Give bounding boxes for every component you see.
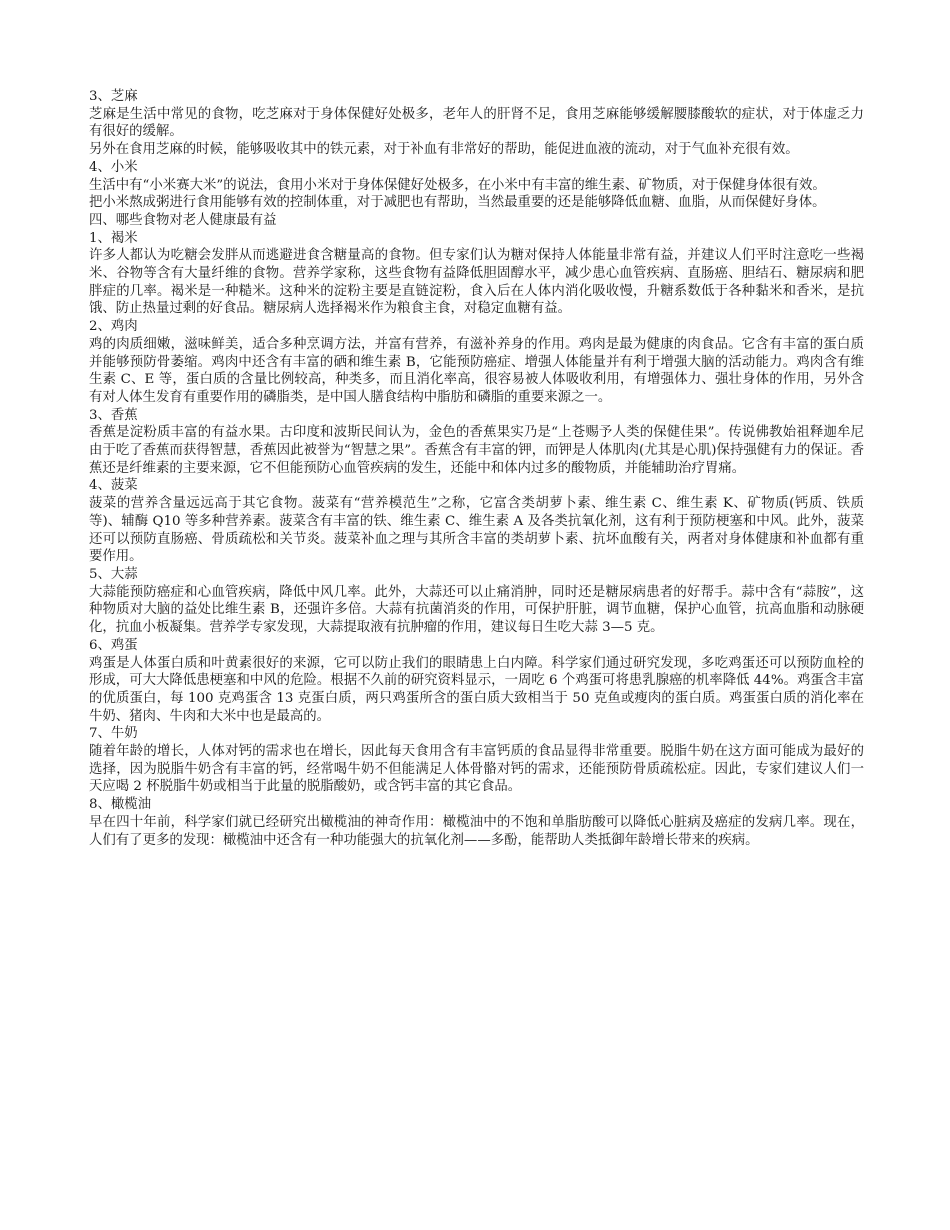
paragraph-millet-1: 生活中有“小米赛大米”的说法，食用小米对于身体保健好处极多，在小米中有丰富的维生素、矿物质，对于保健身体很有效。 [89, 177, 826, 193]
paragraph-sesame-1: 芝麻是生活中常见的食物，吃芝麻对于身体保健好处极多，老年人的肝肾不足，食用芝麻能够缓解腰膝酸软的症状，对于体虚乏力有很好的缓解。 [89, 106, 864, 140]
paragraph-spinach: 菠菜的营养含量远远高于其它食物。菠菜有“营养模范生”之称，它富含类胡萝卜素、维生素 C、维生素 K、矿物质(钙质、铁质等)、辅酶 Q10 等多种营养素。菠菜含有丰富的铁、维生素 C、维生素 A 及各类抗氧化剂，这有利于预防梗塞和中风。此外，菠菜还可以预防直肠癌、骨质疏松和关节炎。菠菜补血之理与其所含丰富的类胡萝卜素、抗坏血酸有关，两者对身体健康和补血都有重要作用。 [89, 496, 864, 565]
paragraph-olive-oil: 早在四十年前，科学家们就已经研究出橄榄油的神奇作用：橄榄油中的不饱和单脂肪酸可以降低心脏病及癌症的发病几率。现在，人们有了更多的发现：橄榄油中还含有一种功能强大的抗氧化剂——多酚，能帮助人类抵御年龄增长带来的疾病。 [89, 814, 864, 848]
section-heading-garlic: 5、大蒜 [89, 566, 138, 582]
paragraph-garlic: 大蒜能预防癌症和心血管疾病，降低中风几率。此外，大蒜还可以止痛消肿，同时还是糖尿病患者的好帮手。蒜中含有“蒜胺”，这种物质对大脑的益处比维生素 B，还强许多倍。大蒜有抗菌消炎的作用，可保护肝脏，调节血糖，保护心血管，抗高血脂和动脉硬化，抗血小板凝集。营养学专家发现，大蒜提取液有抗肿瘤的作用，建议每日生吃大蒜 3—5 克。 [89, 584, 864, 636]
section-heading-millet: 4、小米 [89, 159, 138, 175]
section-heading-milk: 7、牛奶 [89, 726, 138, 742]
section-heading-spinach: 4、菠菜 [89, 478, 138, 494]
section-heading-olive-oil: 8、橄榄油 [89, 797, 152, 813]
paragraph-egg: 鸡蛋是人体蛋白质和叶黄素很好的来源，它可以防止我们的眼睛患上白内障。科学家们通过研究发现，多吃鸡蛋还可以预防血栓的形成，可大大降低患梗塞和中风的危险。根据不久前的研究资料显示，一周吃 6 个鸡蛋可将患乳腺癌的机率降低 44%。鸡蛋含丰富的优质蛋白，每 100 克鸡蛋含 13 克蛋白质，两只鸡蛋所含的蛋白质大致相当于 50 克鱼或瘦肉的蛋白质。鸡蛋蛋白质的消化率在牛奶、猪肉、牛肉和大米中也是最高的。 [89, 655, 864, 724]
paragraph-milk: 随着年龄的增长，人体对钙的需求也在增长，因此每天食用含有丰富钙质的食品显得非常重要。脱脂牛奶在这方面可能成为最好的选择，因为脱脂牛奶含有丰富的钙，经常喝牛奶不但能满足人体骨骼对钙的需求，还能预防骨质疏松症。因此，专家们建议人们一天应喝 2 杯脱脂牛奶或相当于此量的脱脂酸奶，或含钙丰富的其它食品。 [89, 744, 864, 795]
paragraph-chicken: 鸡的肉质细嫩，滋味鲜美，适合多种烹调方法，并富有营养，有滋补养身的作用。鸡肉是最为健康的肉食品。它含有丰富的蛋白质并能够预防骨萎缩。鸡肉中还含有丰富的硒和维生素 B，它能预防癌症、增强人体能量并有利于增强大脑的活动能力。鸡肉含有维生素 C、E 等，蛋白质的含量比例较高，种类多，而且消化率高，很容易被人体吸收利用，有增强体力、强壮身体的作用，另外含有对人体生发育有重要作用的磷脂类，是中国人膳食结构中脂肪和磷脂的重要来源之一。 [89, 336, 864, 405]
section-heading-sesame: 3、芝麻 [89, 89, 138, 104]
section-heading-banana: 3、香蕉 [89, 407, 138, 423]
section-heading-egg: 6、鸡蛋 [89, 637, 138, 653]
chapter-heading-healthy-foods: 四、哪些食物对老人健康最有益 [89, 212, 277, 228]
section-heading-brown-rice: 1、褐米 [89, 230, 138, 246]
section-heading-chicken: 2、鸡肉 [89, 319, 138, 335]
document-body [89, 88, 864, 849]
paragraph-millet-2: 把小米熬成粥进行食用能够有效的控制体重，对于减肥也有帮助，当然最重要的还是能够降低血糖、血脂，从而保健好身体。 [89, 195, 826, 211]
paragraph-brown-rice: 许多人都认为吃糖会发胖从而逃避进食含糖量高的食物。但专家们认为糖对保持人体能量非常有益，并建议人们平时注意吃一些褐米、谷物等含有大量纤维的食物。营养学家称，这些食物有益降低胆固醇水平，减少患心血管疾病、直肠癌、胆结石、糖尿病和肥胖症的几率。褐米是一种糙米。这种米的淀粉主要是直链淀粉，食入后在人体内消化吸收慢，升糖系数低于各种黏米和香米，是抗饿、防止热量过剩的好食品。糖尿病人选择褐米作为粮食主食，对稳定血糖有益。 [89, 248, 864, 317]
paragraph-sesame-2: 另外在食用芝麻的时候，能够吸收其中的铁元素，对于补血有非常好的帮助，能促进血液的流动，对于气血补充很有效。 [89, 142, 799, 158]
paragraph-banana: 香蕉是淀粉质丰富的有益水果。古印度和波斯民间认为，金色的香蕉果实乃是“上苍赐予人类的保健佳果”。传说佛教始祖释迦牟尼由于吃了香蕉而获得智慧，香蕉因此被誉为“智慧之果”。香蕉含有丰富的钾，而钾是人体肌肉(尤其是心肌)保持强健有力的保证。香蕉还是纤维素的主要来源，它不但能预防心血管疾病的发生，还能中和体内过多的酸物质，并能辅助治疗胃痛。 [89, 425, 864, 476]
